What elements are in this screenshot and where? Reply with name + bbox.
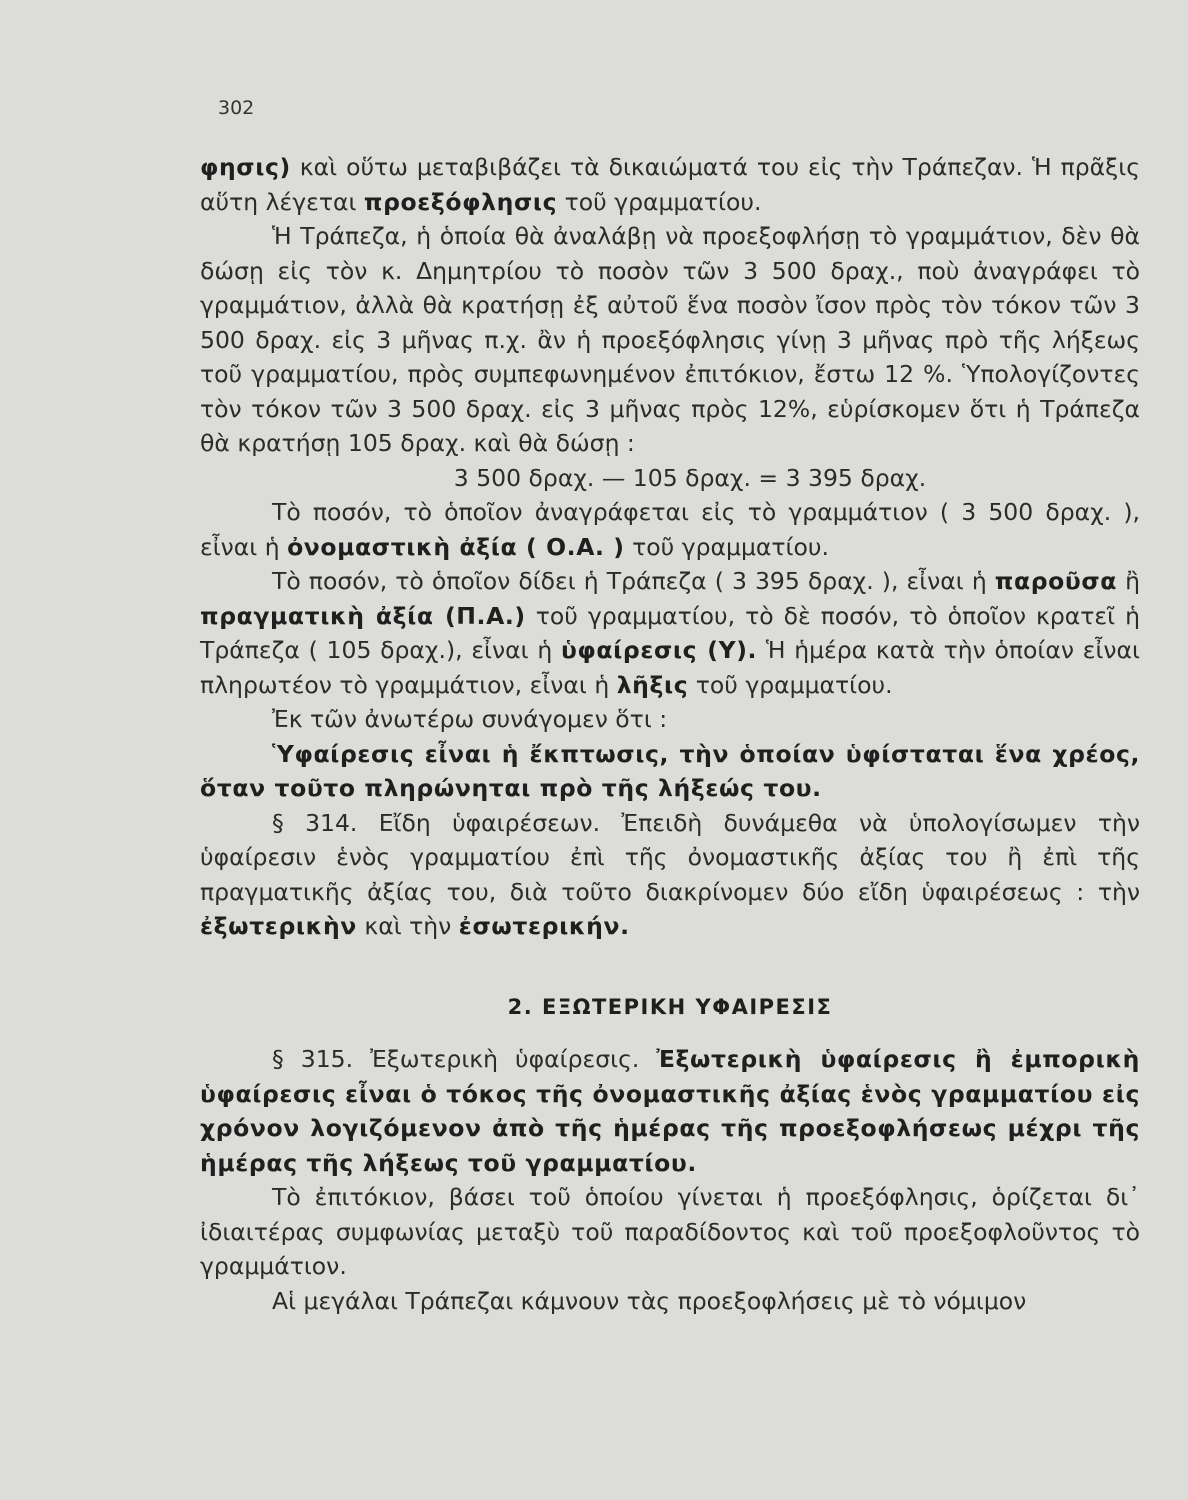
paragraph-4 — [200, 564, 1140, 702]
paragraph-10: Αἱ μεγάλαι Τράπεζαι κάμνουν τὰς προεξοφλήσεις μὲ τὸ νόμιμον — [272, 1286, 1027, 1315]
body-text — [200, 150, 1140, 1318]
paragraph-section-314 — [200, 806, 1140, 944]
paragraph-3 — [200, 495, 1140, 564]
text-run: τοῦ γραμματίου, τὸ δὲ ποσόν, τὸ ὁποῖον κρατεῖ ἡ Τράπεζα ( 105 δραχ.), εἶναι ἡ — [200, 601, 1140, 664]
text-run: § 315. Ἐξωτερικὴ ὑφαίρεσις. — [272, 1045, 657, 1073]
page-number: 302 — [218, 97, 255, 119]
bold-term-lixis: λῆξις — [616, 670, 689, 699]
definition-external-discount: Ἐξωτερικὴ ὑφαίρεσις ἢ ἐμπορικὴ ὑφαίρεσις εἶναι ὁ τόκος τῆς ὀνομαστικῆς ἀξίας ἑνὸς γραμματίου εἰς χρόνον λογιζόμενον ἀπὸ τῆς ἡμέρας τῆς προεξοφλήσεως μέχρι τῆς ἡμέρας τῆς λήξεως τοῦ γραμματίου. — [200, 1045, 1140, 1177]
text-run: Τὸ ποσόν, τὸ ὁποῖον ἀναγράφεται εἰς τὸ γραμμάτιον ( 3 500 δραχ. ), εἶναι ἡ — [200, 498, 1140, 561]
paragraph-5: Ἐκ τῶν ἀνωτέρω συνάγομεν ὅτι : — [272, 705, 668, 733]
formula-line: 3 500 δραχ. — 105 δραχ. = 3 395 δραχ. — [453, 463, 927, 492]
section-heading: 2. ΕΞΩΤΕΡΙΚΗ ΥΦΑΙΡΕΣΙΣ — [507, 994, 833, 1019]
paragraph-section-315 — [200, 1042, 1140, 1180]
bold-term-parousa: παροῦσα — [994, 567, 1118, 595]
bold-term-exoteriki: ἐξωτερικὴν — [200, 912, 357, 940]
text-run: Ἡ ἡμέρα κατὰ τὴν ὁποίαν εἶναι πληρωτέον τὸ γραμμάτιον, εἶναι ἡ — [200, 636, 1140, 699]
paragraph-2: Ἡ Τράπεζα, ἡ ὁποία θὰ ἀναλάβῃ νὰ προεξοφλήσῃ τὸ γραμμάτιον, δὲν θὰ δώσῃ εἰς τὸν κ. Δημητρίου τὸ ποσὸν τῶν 3 500 δραχ., ποὺ ἀναγράφει τὸ γραμμάτιον, ἀλλὰ θὰ κρατήσῃ ἐξ αὐτοῦ ἕνα ποσὸν ἴσον πρὸς τὸν τόκον τῶν 3 500 δραχ. εἰς 3 μῆνας π.χ. ἂν ἡ προεξόφλησις γίνῃ 3 μῆνας πρὸ τῆς λήξεως τοῦ γραμματίου, πρὸς συμπεφωνημένον ἐπιτόκιον, ἔστω 12 %. Ὑπολογίζοντες τὸν τόκον τῶν 3 500 δραχ. εἰς 3 μῆνας πρὸς 12%, εὑρίσκομεν ὅτι ἡ Τράπεζα θὰ κρατήσῃ 105 δραχ. καὶ θὰ δώσῃ : — [200, 222, 1140, 457]
bold-term-yfairesis: ὑφαίρεσις (Υ). — [560, 636, 758, 664]
paragraph-9: Τὸ ἐπιτόκιον, βάσει τοῦ ὁποίου γίνεται ἡ προεξόφλησις, ὁρίζεται δι᾽ ἰδιαιτέρας συμφωνίας μεταξὺ τοῦ παραδίδοντος καὶ τοῦ προεξοφλοῦντος τὸ γραμμάτιον. — [200, 1183, 1140, 1280]
bold-term-onomastiki-axia: ὀνομαστικὴ ἀξία ( Ο.Α. ) — [287, 532, 625, 561]
text-run: Τὸ ποσόν, τὸ ὁποῖον δίδει ἡ Τράπεζα ( 3 395 δραχ. ), εἶναι ἡ — [272, 567, 995, 595]
text-run: ἢ — [1117, 567, 1140, 595]
text-run: καὶ τὴν — [356, 912, 459, 940]
bold-term: φησις) — [200, 153, 291, 181]
text-run: § 314. Εἴδη ὑφαιρέσεων. Ἐπειδὴ δυνάμεθα νὰ ὑπολογίσωμεν τὴν ὑφαίρεσιν ἑνὸς γραμματίου ἐπὶ τῆς ὀνομαστικῆς ἀξίας του ἢ ἐπὶ τῆς πραγματικῆς ἀξίας του, διὰ τοῦτο διακρίνομεν δύο εἴδη ὑφαιρέσεως : τὴν — [200, 808, 1140, 906]
text-run: τοῦ γραμματίου. — [557, 187, 762, 216]
definition-text: Ὑφαίρεσις εἶναι ἡ ἔκπτωσις, τὴν ὁποίαν ὑφίσταται ἕνα χρέος, ὅταν τοῦτο πληρώνηται πρὸ τῆς λήξεώς του. — [200, 739, 1140, 802]
paragraph-1 — [200, 150, 1140, 219]
text-run: τοῦ γραμματίου. — [624, 532, 829, 561]
bold-term-pragmatiki-axia: πραγματικὴ ἀξία (Π.Α.) — [200, 601, 526, 630]
bold-term-esoteriki: ἐσωτερικήν. — [458, 912, 630, 940]
bold-term-proexoflisis: προεξόφλησις — [363, 187, 558, 216]
definition-paragraph — [200, 737, 1140, 806]
text-run: καὶ οὕτω μεταβιβάζει τὰ δικαιώματά του εἰς τὴν Τράπεζαν. Ἡ πρᾶξις αὕτη λέγεται — [200, 153, 1140, 216]
text-run: τοῦ γραμματίου. — [688, 670, 893, 699]
